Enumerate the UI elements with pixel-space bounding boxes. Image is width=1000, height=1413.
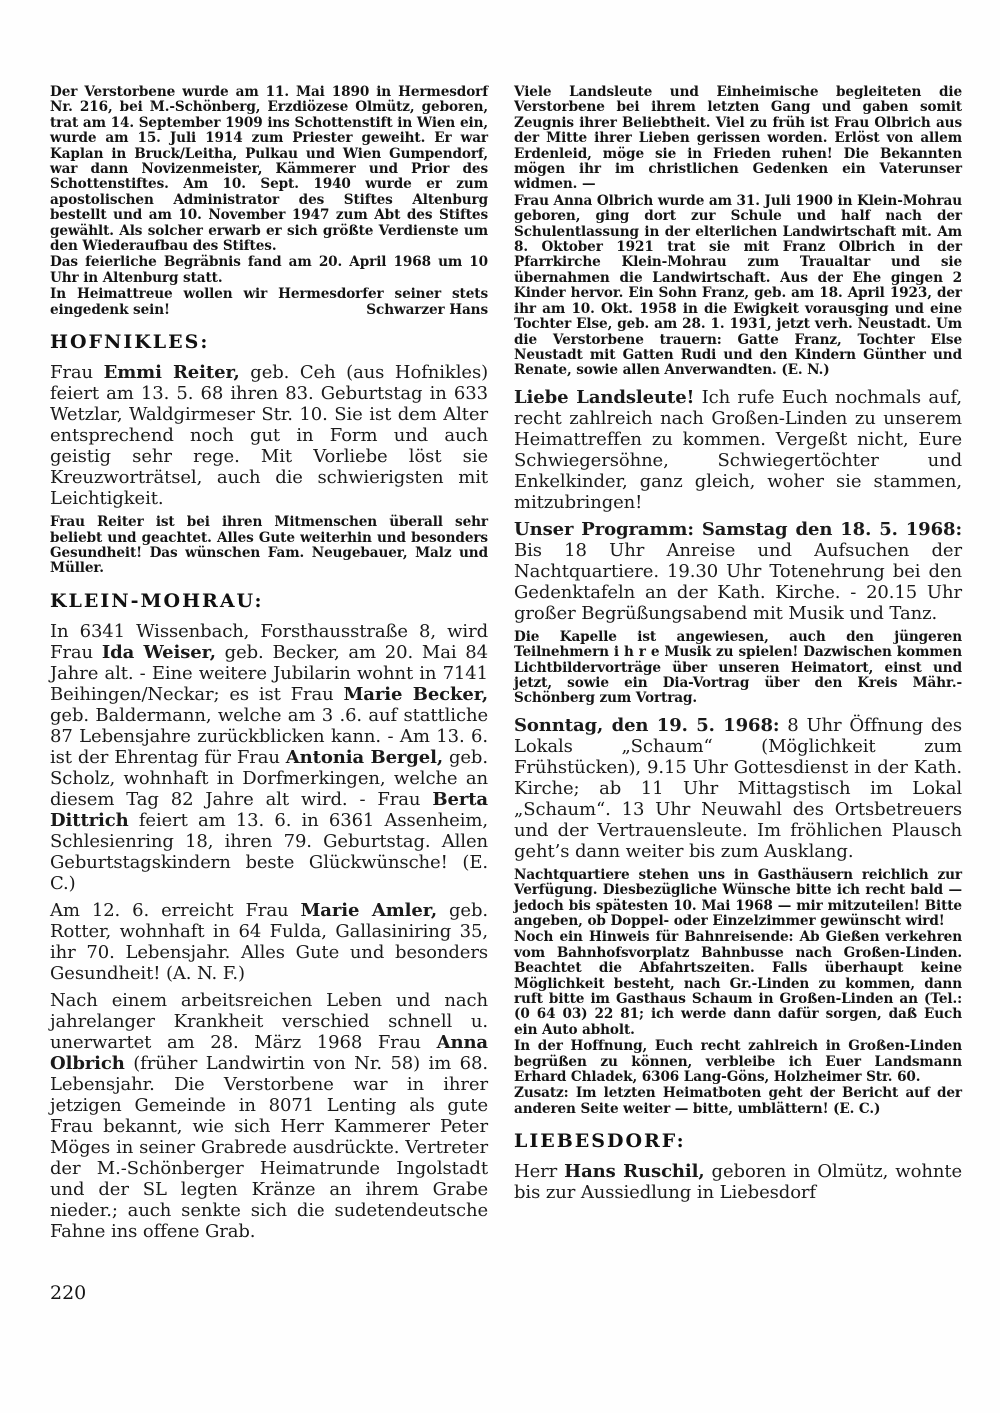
text-run: Marie Amler, xyxy=(300,899,437,921)
text-run: Ich rufe Euch nochmals auf, recht zahlreich nach Großen-Linden zu unserem Heimattreffen zu kommen. Vergeßt nicht, Eure Schwiegersöhne, Schwiegertöchter und Enkelkinder, ganz gleich, woher sie stammen, mitzubringen! xyxy=(514,386,962,513)
text-run: Emmi Reiter, xyxy=(103,362,240,384)
text-run: Anna Olbrich xyxy=(50,1031,488,1074)
text-run: KLEIN-MOHRAU: xyxy=(50,589,264,612)
text-run: LIEBESDORF: xyxy=(514,1130,686,1153)
text-run: Das feierliche Begräbnis fand am 20. April 1968 um 10 Uhr in Altenburg statt. xyxy=(50,254,488,286)
text-run: recht bald xyxy=(865,882,944,899)
text-run: Marie Becker, xyxy=(343,683,488,705)
text-run: Der Verstorbene wurde am 11. Mai 1890 in Hermesdorf Nr. 216, bei M.-Schönberg, Erzdiözese Olmütz, geboren, trat am 14. September 1909 ins Schottenstift in Wien ein, wurde am 15. Juli 1914 zum Priester geweiht. Er war Kaplan in Bruck/Leitha, Pulkau und Wien Gumpendorf, war dann Novizenmeister, Kämmerer und Prior des Schottenstiftes. Am 10. Sept. 1940 wurde er zum apostolischen Administrator des Stiftes Altenburg bestellt und am 10. November 1947 zum Abt des Stiftes gewählt. Als solcher erwarb er sich größte Verdienste um den Wiederaufbau des Stiftes. xyxy=(50,84,488,255)
text-run: In Heimattreue wollen wir Hermesdorfer seiner stets eingedenk sein! xyxy=(50,286,488,318)
text-run: (früher Landwirtin von Nr. 58) im 68. Lebensjahr. Die Verstorbene war in ihrer jetzigen Gemeinde in 8071 Lenting als gute Frau bekannt, wie sich Herr Kammerer Peter Möges in seiner Grabrede ausdrückte. Vertreter der M.-Schönberger Heimatrunde Ingolstadt und der SL legten Kränze an ihrem Grabe nieder.; auch senkte sich die sudetendeutsche Fahne ins offene Grab. xyxy=(50,1052,488,1242)
text-run: geb. Scholz, wohnhaft in Dorfmerkingen, welche an diesem Tag 82 Jahre alt wird. - Frau xyxy=(50,746,488,810)
text-run: Hans Ruschil, xyxy=(564,1161,705,1183)
signature: Schwarzer Hans xyxy=(366,301,488,318)
text-run: Frau Anna Olbrich wurde am 31. Juli 1900 in Klein-Mohrau geboren, ging dort zur Schule und half nach der Schulentlassung in der elterlichen Landwirtschaft mit. Am 8. Oktober 1921 trat sie mit Franz Olbrich in der Pfarrkirche Klein-Mohrau zum Traualtar und sie übernahmen die Landwirtschaft. Aus der Ehe gingen 2 Kinder hervor. Ein Sohn Franz, geb. am 18. April 1923, der ihr am 10. Okt. 1958 in die Ewigkeit vorausging und eine Tochter Else, geb. am 28. 1. 1931, jetzt verh. Neustadt. Um die Verstorbene trauern: Gatte Franz, Tochter Else Neustadt mit Gatten Rudi und den Kindern Günther und Renate, sowie allen Anverwandten. (E. N.) xyxy=(514,192,962,379)
section-heading xyxy=(50,331,488,353)
text-run: Berta Dittrich xyxy=(50,788,488,831)
text-run: Erhard Chladek, 6306 Lang-Göns, xyxy=(514,1069,770,1086)
body-paragraph xyxy=(50,362,488,509)
text-run: geb. Rotter, wohnhaft in 64 Fulda, Gallasiniring 35, ihr 70. Lebensjahr. Alles Gute und besonders Gesundheit! (A. N. F.) xyxy=(50,899,488,984)
text-run: Nachtquartiere stehen uns in Gasthäusern reichlich zur Verfügung. Diesbezügliche Wünsche bitte ich xyxy=(514,866,962,899)
text-run: — jedoch bis spätesten 10. Mai 1968 — mir mitzuteilen! Bitte angeben, ob Doppel- oder Einzelzimmer gewünscht wird! xyxy=(514,882,962,929)
section-heading xyxy=(50,590,488,612)
text-run: Sonntag, den 19. 5. 1968: xyxy=(514,714,780,736)
small-paragraph xyxy=(50,515,488,577)
text-run: Bis 18 Uhr Anreise und Aufsuchen der Nachtquartiere. 19.30 Uhr Totenehrung bei den Gedenktafeln an der Kath. Kirche. - 20.15 Uhr großer Begrüßungsabend mit Musik und Tanz. xyxy=(514,539,962,624)
body-paragraph xyxy=(514,715,962,862)
text-run: — bitte, umblättern! (E. C.) xyxy=(670,1100,881,1117)
text-run: geb. Ceh (aus Hofnikles) feiert am 13. 5. 68 ihren 83. Geburtstag in 633 Wetzlar, Waldgirmeser Str. 10. Sie ist dem Alter entsprechend noch gut in Form und auch geistig sehr rege. Mit Vorliebe löst sie Kreuzworträtsel, auch die schwierigsten mit Leichtigkeit. xyxy=(50,362,489,510)
text-run: Die Kapelle ist angewiesen, auch den jüngeren Teilnehmern i h r e Musik zu spielen! Dazwischen kommen Lichtbildervorträge über unseren Heimatort, einst und jetzt, sowie ein Dia-Vortrag über den Kreis Mähr.-Schönberg zum Vortrag. xyxy=(514,628,962,707)
text-run: Herr xyxy=(514,1161,565,1183)
text-run: Am 12. 6. erreicht Frau xyxy=(50,899,301,921)
small-paragraph xyxy=(50,287,488,318)
text-run: feiert am 13. 6. in 6361 Assenheim, Schlesienring 18, ihren 79. Geburtstag. Allen Geburtstagskindern beste Glückwünsche! (E. C.) xyxy=(50,809,488,894)
body-paragraph xyxy=(50,900,488,984)
text-run: Frau Reiter ist bei ihren Mitmenschen überall sehr beliebt und geachtet. Alles Gute weiterhin und besonders Gesundheit! Das wünschen Fam. Neugebauer, Malz und Müller. xyxy=(50,514,488,577)
text-run: Liebe Landsleute! xyxy=(514,386,695,408)
text-run: Frau xyxy=(50,362,104,384)
text-run: geb. Becker, am 20. Mai 84 Jahre alt. - Eine weitere Jubilarin wohnt in 7141 Beihingen/Neckar; es ist Frau xyxy=(50,641,489,705)
body-paragraph xyxy=(514,387,962,513)
small-paragraph xyxy=(514,1086,962,1117)
small-paragraph xyxy=(514,630,962,707)
body-paragraph xyxy=(50,990,488,1242)
body-paragraph xyxy=(50,621,488,894)
body-paragraph xyxy=(514,1161,962,1203)
small-paragraph xyxy=(514,85,962,193)
small-paragraph xyxy=(514,1039,962,1085)
small-paragraph xyxy=(50,255,488,286)
text-run: HOFNIKLES: xyxy=(50,331,210,354)
small-paragraph xyxy=(50,85,488,254)
text-run: Holzheimer Str. 60. xyxy=(769,1069,921,1086)
text-run: Ida Weiser, xyxy=(101,641,216,663)
body-paragraph xyxy=(514,519,962,624)
text-run: In 6341 Wissenbach, Forsthausstraße 8, wird Frau xyxy=(50,620,488,663)
text-run: In der Hoffnung, Euch recht zahlreich in Großen-Linden begrüßen zu können, verbleibe ich Euer Landsmann xyxy=(514,1038,962,1070)
text-run: geboren in Olmütz, wohnte bis zur Aussiedlung in Liebesdorf xyxy=(514,1161,963,1204)
small-paragraph xyxy=(514,930,962,1038)
text-run: Noch ein Hinweis für Bahnreisende: Ab Gießen verkehren vom Bahnhofsvorplatz Bahnbusse nach Großen-Linden. Beachtet die Abfahrtszeiten. Falls überhaupt keine Möglichkeit besteht, nach Gr.-Linden zu kommen, dann ruft bitte im Gasthaus Schaum in Großen-Linden an (Tel.: (0 64 03) 22 81; ich werde dann dafür sorgen, daß Euch ein Auto abholt. xyxy=(514,929,962,1038)
small-paragraph xyxy=(514,868,962,930)
text-run: Nach einem arbeitsreichen Leben und nach jahrelanger Krankheit verschied schnell u. unerwartet am 28. März 1968 Frau xyxy=(50,989,488,1053)
text-run: Viele Landsleute und Einheimische begleiteten die Verstorbene bei ihrem letzten Gang und gaben somit Zeugnis ihrer Beliebtheit. Viel zu früh ist Frau Olbrich aus der Mitte ihrer Lieben gerissen worden. Erlöst von allem Erdenleid, möge sie in Frieden ruhen! Die Bekannten mögen ihr im christlichen Gedenken ein Vaterunser widmen. — xyxy=(514,84,962,193)
right-column xyxy=(514,85,962,1209)
text-run: Zusatz: Im letzten Heimatboten geht der xyxy=(514,1085,842,1102)
text-run: Bericht auf der anderen Seite weiter xyxy=(514,1085,962,1117)
section-heading xyxy=(514,1130,962,1152)
text-run: geb. Baldermann, welche am 3 .6. auf stattliche 87 Lebensjahre zurückblicken kann. - Am 13. 6. ist der Ehrentag für Frau xyxy=(50,704,488,768)
text-run: Unser Programm: Samstag den 18. 5. 1968: xyxy=(514,518,962,540)
small-paragraph xyxy=(514,194,962,379)
text-run: Antonia Bergel, xyxy=(285,746,444,768)
left-column xyxy=(50,85,488,1248)
page-number: 220 xyxy=(50,1282,87,1304)
text-run: 8 Uhr Öffnung des Lokals „Schaum“ (Möglichkeit zum Frühstücken), 9.15 Uhr Gottesdienst in der Kath. Kirche; ab 11 Uhr Mittagstisch im Lokal „Schaum“. 13 Uhr Neuwahl des Ortsbetreuers und der Vertrauensleute. Im fröhlichen Plausch geht’s dann weiter bis zum Ausklang. xyxy=(514,714,962,862)
